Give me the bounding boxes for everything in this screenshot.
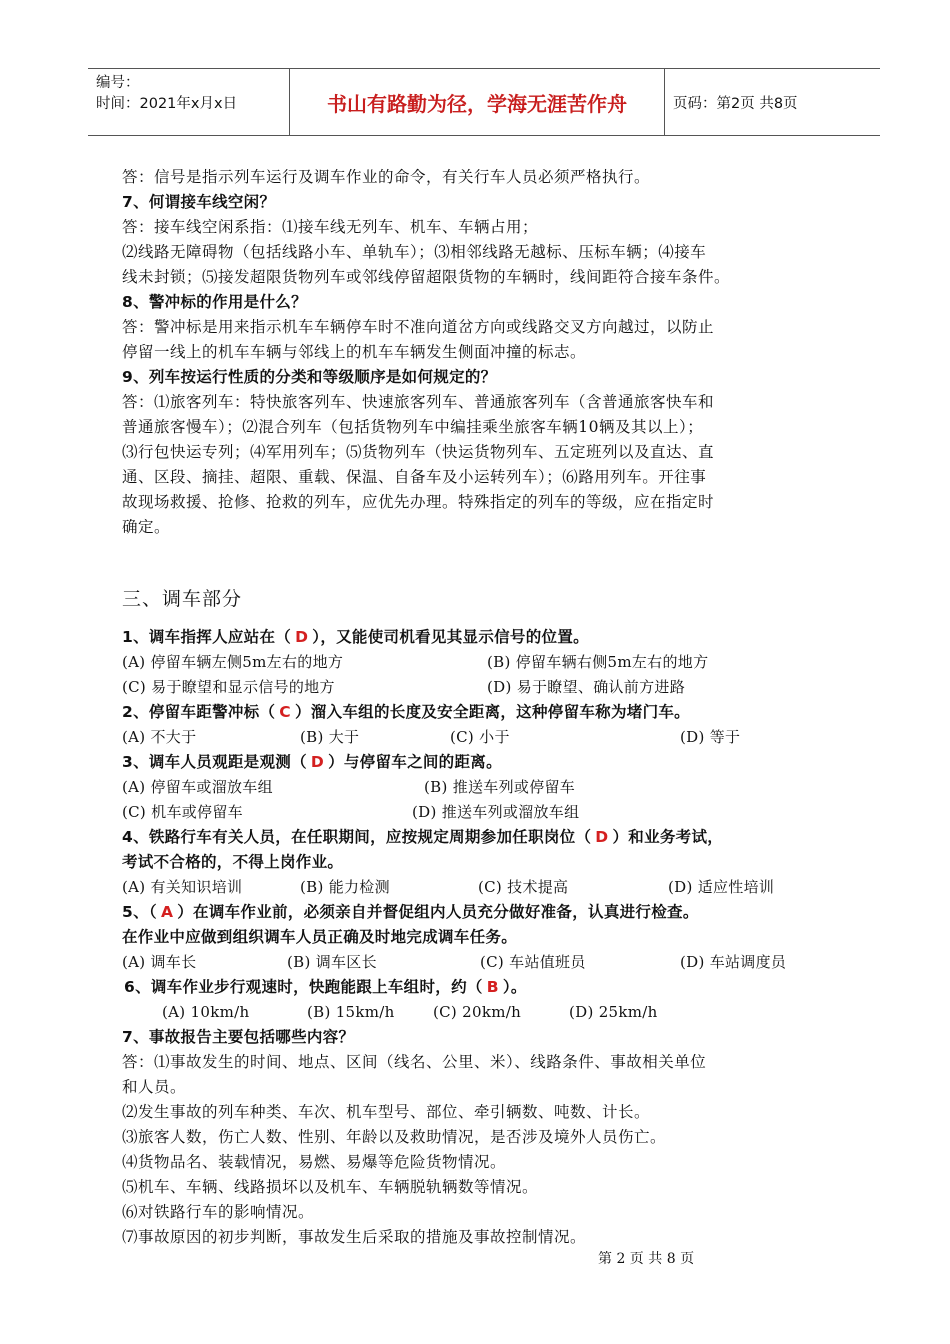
header-page-label: 页码：第2页 共8页 xyxy=(673,95,798,112)
options-row xyxy=(122,800,852,825)
mc-question-6 xyxy=(122,975,852,1000)
page-footer: 第 2 页 共 8 页 xyxy=(598,1251,695,1267)
options-row xyxy=(122,650,852,675)
question-text: 2、停留车距警冲标（ xyxy=(122,703,276,721)
option-c: (C) 技术提高 xyxy=(478,878,569,896)
option-c: (C) 20km/h xyxy=(433,1003,522,1021)
option-d: (D) 车站调度员 xyxy=(680,953,787,971)
option-a: (A) 10km/h xyxy=(162,1003,250,1021)
mc-question-4 xyxy=(122,825,852,850)
document-body xyxy=(122,165,852,1250)
mc-question-3 xyxy=(122,750,852,775)
option-c: (C) 车站值班员 xyxy=(480,953,586,971)
question-7: 7、何谓接车线空闲？ xyxy=(122,193,276,211)
option-d: (D) 等于 xyxy=(680,728,741,746)
option-c: (C) 小于 xyxy=(450,728,510,746)
option-a: (A) 停留车辆左侧5m左右的地方 xyxy=(122,653,344,671)
page-header xyxy=(88,68,880,136)
answer-letter: D xyxy=(595,828,609,846)
answer-line: ⑷货物品名、装载情况，易燃、易爆等危险货物情况。 xyxy=(122,1153,507,1171)
answer-line: ⑶行包快运专列；⑷军用列车；⑸货物列车（快运货物列车、五定班列以及直达、直 xyxy=(122,443,715,461)
answer-line: ⑵发生事故的列车种类、车次、机车型号、部位、牵引辆数、吨数、计长。 xyxy=(122,1103,651,1121)
question-7-accident: 7、事故报告主要包括哪些内容？ xyxy=(122,1028,355,1046)
option-d: (D) 适应性培训 xyxy=(668,878,775,896)
answer-letter: D xyxy=(295,628,309,646)
option-b: (B) 停留车辆右侧5m左右的地方 xyxy=(487,653,709,671)
answer-line: 普通旅客慢车）；⑵混合列车（包括货物列车中编挂乘坐旅客车辆10辆及其以上）； xyxy=(122,418,704,436)
answer-line: 答：⑴旅客列车：特快旅客列车、快速旅客列车、普通旅客列车（含普通旅客快车和 xyxy=(122,393,715,411)
question-text: ）和业务考试， xyxy=(612,828,724,846)
option-a: (A) 有关知识培训 xyxy=(122,878,243,896)
option-b: (B) 15km/h xyxy=(307,1003,395,1021)
answer-line: 答：⑴事故发生的时间、地点、区间（线名、公里、米）、线路条件、事故相关单位 xyxy=(122,1053,707,1071)
options-row xyxy=(122,675,852,700)
answer-line: 答：信号是指示列车运行及调车作业的命令，有关行车人员必须严格执行。 xyxy=(122,168,651,186)
options-row xyxy=(122,775,852,800)
question-text: 3、调车人员观距是观测（ xyxy=(122,753,307,771)
question-text: ）与停留车之间的距离。 xyxy=(328,753,502,771)
option-d: (D) 25km/h xyxy=(569,1003,658,1021)
answer-line: 答：警冲标是用来指示机车车辆停车时不准向道岔方向或线路交叉方向越过，以防止 xyxy=(122,318,715,336)
options-row xyxy=(122,725,852,750)
question-text: 在作业中应做到组织调车人员正确及时地完成调车任务。 xyxy=(122,928,518,946)
question-text: 1、调车指挥人应站在（ xyxy=(122,628,292,646)
question-text: 5、（ xyxy=(122,903,157,921)
answer-letter: D xyxy=(310,753,325,771)
code-label: 编号： xyxy=(96,75,140,91)
question-text: ），又能使司机看见其显示信号的位置。 xyxy=(312,628,589,646)
options-row xyxy=(122,875,852,900)
answer-line: 确定。 xyxy=(122,518,171,536)
question-8: 8、警冲标的作用是什么？ xyxy=(122,293,307,311)
time-label: 时间：2021年x月x日 xyxy=(96,96,238,112)
option-b: (B) 调车区长 xyxy=(287,953,377,971)
answer-line: 通、区段、摘挂、超限、重载、保温、自备车及小运转列车）；⑹路用列车。开往事 xyxy=(122,468,707,486)
question-text: 考试不合格的，不得上岗作业。 xyxy=(122,853,344,871)
option-b: (B) 大于 xyxy=(300,728,360,746)
question-text: ）。 xyxy=(502,978,527,996)
answer-line: ⑵线路无障碍物（包括线路小车、单轨车）；⑶相邻线路无越标、压标车辆；⑷接车 xyxy=(122,243,707,261)
answer-line: ⑶旅客人数，伤亡人数、性别、年龄以及救助情况，是否涉及境外人员伤亡。 xyxy=(122,1128,667,1146)
answer-line: ⑸机车、车辆、线路损坏以及机车、车辆脱轨辆数等情况。 xyxy=(122,1178,539,1196)
question-text: 4、铁路行车有关人员，在任职期间，应按规定周期参加任职岗位（ xyxy=(122,828,592,846)
answer-letter: B xyxy=(486,978,499,996)
option-d: (D) 易于瞭望、确认前方进路 xyxy=(487,678,685,696)
mc-question-5 xyxy=(122,900,852,925)
header-motto: 书山有路勤为径，学海无涯苦作舟 xyxy=(290,69,665,135)
mc-question-2 xyxy=(122,700,852,725)
option-d: (D) 推送车列或溜放车组 xyxy=(412,803,580,821)
question-text: ）在调车作业前，必须亲自并督促组内人员充分做好准备，认真进行检查。 xyxy=(177,903,699,921)
answer-line: 停留一线上的机车车辆与邻线上的机车车辆发生侧面冲撞的标志。 xyxy=(122,343,587,361)
answer-line: 答：接车线空闲系指：⑴接车线无列车、机车、车辆占用； xyxy=(122,218,539,236)
answer-line: ⑺事故原因的初步判断，事故发生后采取的措施及事故控制情况。 xyxy=(122,1228,587,1246)
option-a: (A) 调车长 xyxy=(122,953,197,971)
header-meta xyxy=(88,69,290,135)
option-a: (A) 停留车或溜放车组 xyxy=(122,778,273,796)
answer-letter: C xyxy=(279,703,291,721)
mc-question-1 xyxy=(122,625,852,650)
answer-letter: A xyxy=(160,903,174,921)
answer-line: 线未封锁；⑸接发超限货物列车或邻线停留超限货物的车辆时，线间距符合接车条件。 xyxy=(122,268,731,286)
options-row xyxy=(122,1000,852,1025)
answer-line: ⑹对铁路行车的影响情况。 xyxy=(122,1203,315,1221)
option-a: (A) 不大于 xyxy=(122,728,197,746)
answer-line: 和人员。 xyxy=(122,1078,187,1096)
options-row xyxy=(122,950,852,975)
option-c: (C) 机车或停留车 xyxy=(122,803,243,821)
question-text: ）溜入车组的长度及安全距离，这种停留车称为堵门车。 xyxy=(294,703,690,721)
section-title: 三、调车部分 xyxy=(122,588,243,610)
option-c: (C) 易于瞭望和显示信号的地方 xyxy=(122,678,335,696)
question-text: 6、调车作业步行观速时，快跑能跟上车组时，约（ xyxy=(124,978,483,996)
answer-line: 故现场救援、抢修、抢救的列车，应优先办理。特殊指定的列车的等级，应在指定时 xyxy=(122,493,715,511)
option-b: (B) 推送车列或停留车 xyxy=(424,778,576,796)
option-b: (B) 能力检测 xyxy=(300,878,390,896)
question-9: 9、列车按运行性质的分类和等级顺序是如何规定的？ xyxy=(122,368,497,386)
